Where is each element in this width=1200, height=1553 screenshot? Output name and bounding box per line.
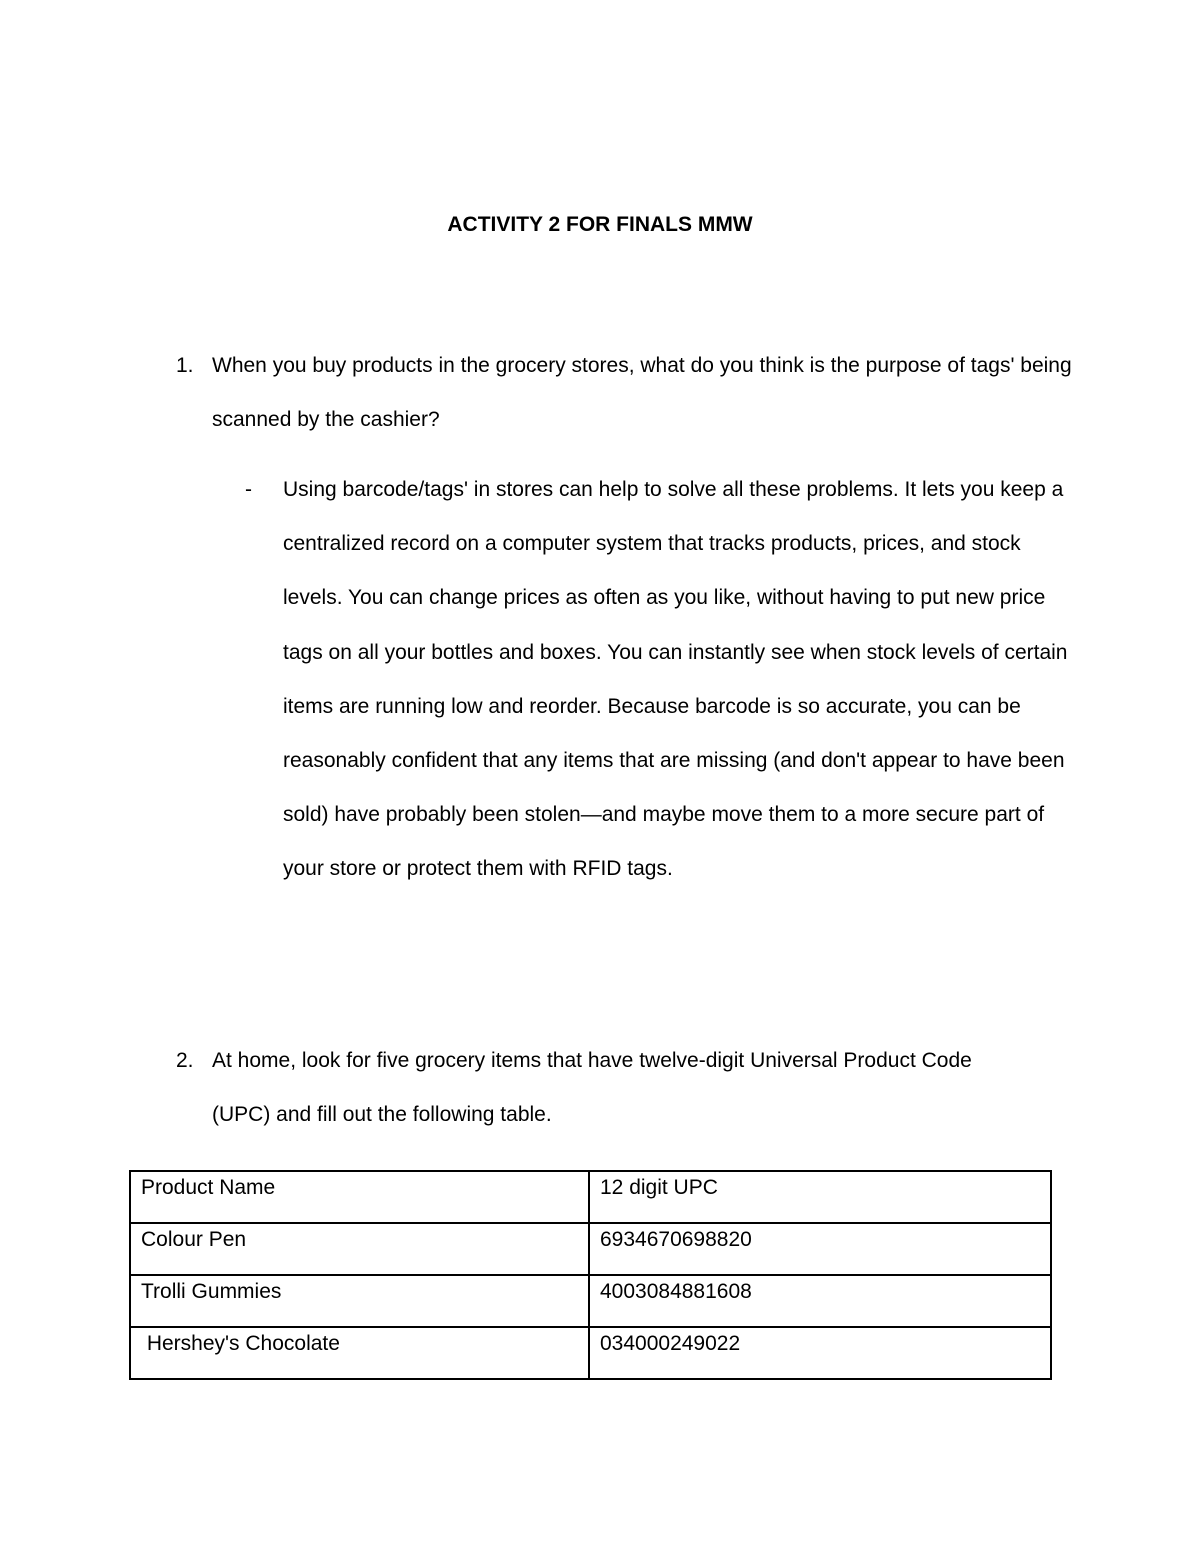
upc-cell: 4003084881608 (589, 1275, 1051, 1327)
upc-cell: 034000249022 (589, 1327, 1051, 1379)
question-2-number: 2. (176, 1049, 194, 1072)
table-row (130, 1327, 1051, 1379)
question-2-text: At home, look for five grocery items that have twelve-digit Universal Product Code (UPC) and fill out the following table. (212, 1049, 972, 1126)
question-1-number: 1. (176, 354, 194, 377)
table-row (130, 1275, 1051, 1327)
table-row (130, 1223, 1051, 1275)
document-title: ACTIVITY 2 FOR FINALS MMW (447, 213, 753, 236)
answer-1-bullet: - (245, 478, 252, 501)
product-name-cell: Hershey's Chocolate (130, 1327, 589, 1379)
header-product-name: Product Name (130, 1171, 589, 1223)
upc-cell: 6934670698820 (589, 1223, 1051, 1275)
table-header-row (130, 1171, 1051, 1223)
question-1-text: When you buy products in the grocery stores, what do you think is the purpose of tags' being scanned by the cashier? (212, 354, 1072, 431)
product-name-cell: Colour Pen (130, 1223, 589, 1275)
product-name-cell: Trolli Gummies (130, 1275, 589, 1327)
header-upc: 12 digit UPC (589, 1171, 1051, 1223)
upc-table (129, 1170, 1052, 1380)
answer-1-text: Using barcode/tags' in stores can help to solve all these problems. It lets you keep a centralized record on a computer system that tracks products, prices, and stock levels. You can change prices as often as you like, without having to put new price tags on all your bottles and boxes. You can instantly see when stock levels of certain items are running low and reorder. Because barcode is so accurate, you can be reasonably confident that any items that are missing (and don't appear to have been sold) have probably been stolen—and maybe move them to a more secure part of your store or protect them with RFID tags. (283, 478, 1068, 881)
